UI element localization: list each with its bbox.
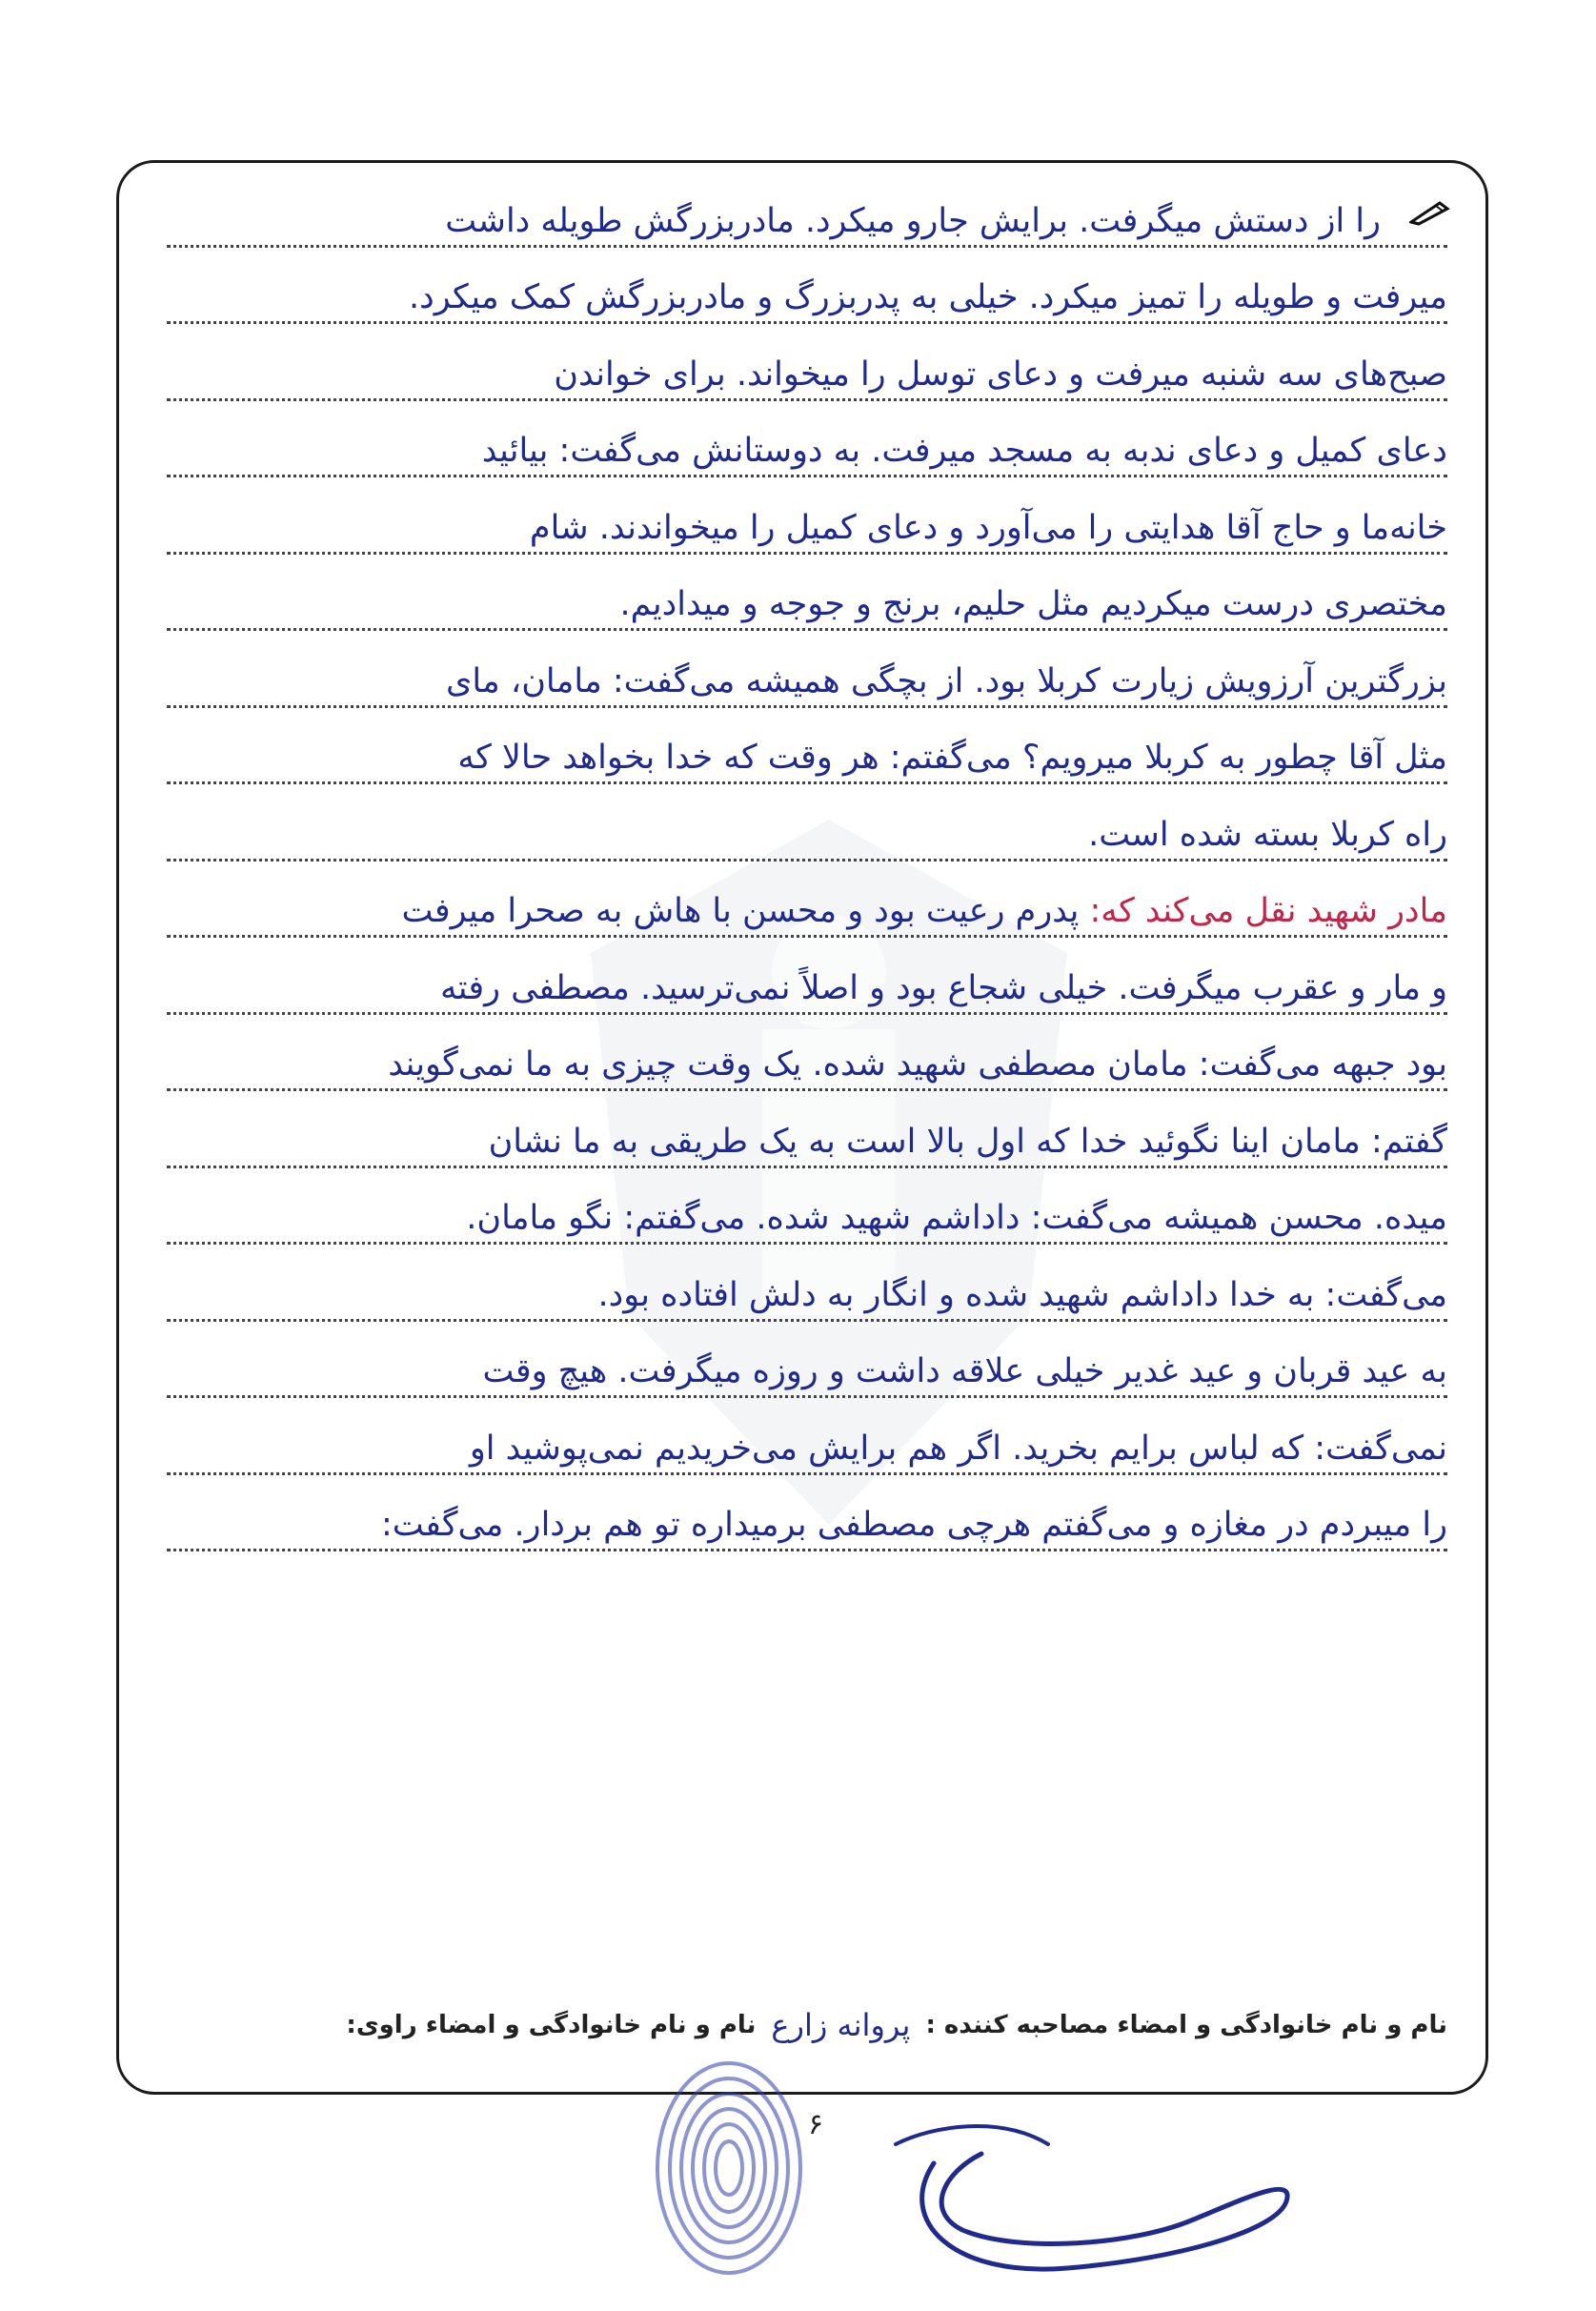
text-line: مادر شهید نقل می‌کند که: پدرم رعیت بود و محسن با هاش به صحرا میرفت — [167, 873, 1447, 950]
text-line: گفتم: مامان اینا نگوئید خدا که اول بالا است به یک طریقی به ما نشان — [167, 1103, 1447, 1180]
fingerprint-icon — [648, 2049, 810, 2287]
text-line: به عید قربان و عید غدیر خیلی علاقه داشت و روزه میگرفت. هیچ وقت — [167, 1333, 1447, 1410]
interviewer-label: نام و نام خانوادگی و امضاء مصاحبه کننده : — [925, 2011, 1447, 2039]
text-line: بود جبهه می‌گفت: مامان مصطفی شهید شده. یک وقت چیزی به ما نمی‌گویند — [167, 1026, 1447, 1104]
page-number: ۶ — [808, 2108, 824, 2141]
text-line: را میبردم در مغازه و می‌گفتم هرچی مصطفی برمیداره تو هم بردار. می‌گفت: — [167, 1487, 1447, 1564]
text-line: خانه‌ما و حاج آقا هدایتی را می‌آورد و دعای کمیل را میخواندند. شام — [167, 489, 1447, 566]
text-line: دعای کمیل و دعای ندبه به مسجد میرفت. به دوستانش می‌گفت: بیائید — [167, 413, 1447, 490]
page-frame — [116, 160, 1488, 2095]
text-line: میرفت و طویله را تمیز میکرد. خیلی به پدربزرگ و مادربزرگش کمک میکرد. — [167, 259, 1447, 336]
signature-footer — [157, 1997, 1447, 2054]
text-line: صبح‌های سه شنبه میرفت و دعای توسل را میخواند. برای خواندن — [167, 335, 1447, 413]
narrator-intro: مادر شهید نقل می‌کند که: — [1089, 892, 1447, 930]
handwritten-lines — [167, 182, 1447, 1563]
text-line: بزرگترین آرزویش زیارت کربلا بود. از بچگی همیشه می‌گفت: مامان، مای — [167, 642, 1447, 720]
text-line: راه کربلا بسته شده است. — [167, 796, 1447, 873]
text-line: مختصری درست میکردیم مثل حلیم، برنج و جوجه و میدادیم. — [167, 566, 1447, 643]
text-line: مثل آقا چطور به کربلا میرویم؟ می‌گفتم: هر وقت که خدا بخواهد حالا که — [167, 720, 1447, 797]
text-line: می‌گفت: به خدا داداشم شهید شده و انگار به دلش افتاده بود. — [167, 1256, 1447, 1333]
text-line: را از دستش میگرفت. برایش جارو میکرد. مادربزرگش طویله داشت — [167, 182, 1447, 259]
text-line: میده. محسن همیشه می‌گفت: داداشم شهید شده. می‌گفتم: نگو مامان. — [167, 1180, 1447, 1257]
interviewer-name: پروانه زارع — [771, 2007, 911, 2043]
signature-mark — [877, 2087, 1296, 2297]
text-line: و مار و عقرب میگرفت. خیلی شجاع بود و اصلاً نمی‌ترسید. مصطفی رفته — [167, 949, 1447, 1026]
text-line: نمی‌گفت: که لباس برایم بخرید. اگر هم برایش می‌خریدیم نمی‌پوشید او — [167, 1409, 1447, 1487]
narrator-label: نام و نام خانوادگی و امضاء راوی: — [346, 2011, 757, 2039]
